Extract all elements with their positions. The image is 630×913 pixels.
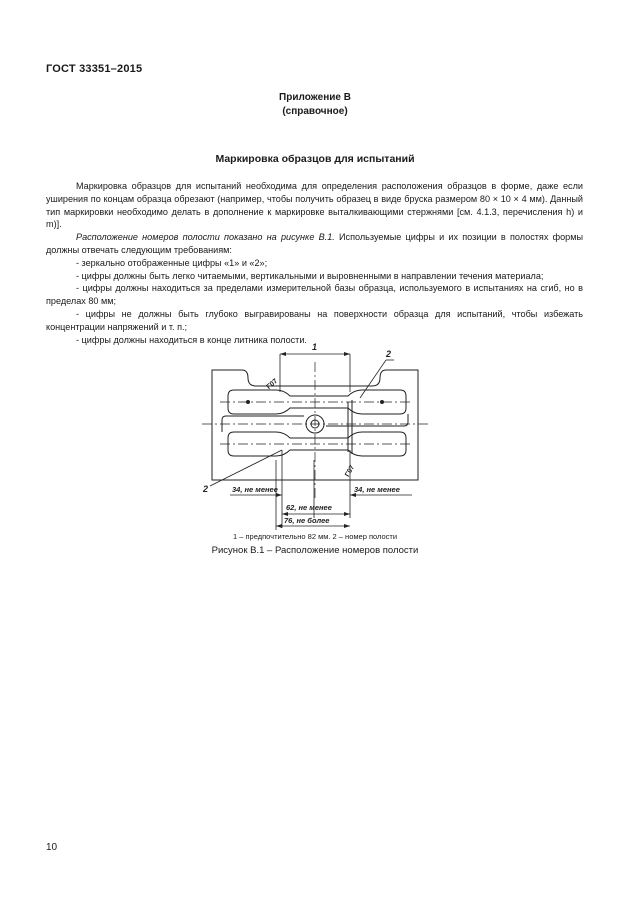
leader-2-top [360, 360, 386, 398]
paragraph-2-rest: Используемые цифры и их позиции в полостях формы должны отвечать следующим требованиям: [46, 232, 583, 255]
leader-2-left [210, 450, 282, 486]
section-title: Маркировка образцов для испытаний [215, 153, 415, 165]
arrowhead [344, 352, 350, 356]
ejector-mark [246, 400, 250, 404]
arrowhead [276, 524, 282, 528]
paragraph-1: Маркировка образцов для испытаний необходима для определения расположения образцов в форме, даже если уширения по концам образца обрезают (например, чтобы получить образец в виде бруска размером 80 × 10 × 4 мм). Данный тип маркировки необходимо делать в дополнение к маркировке выталкивающими стержнями [см. 4.1.3, перечисления h) и m)]. [46, 181, 583, 230]
list-item: - цифры не должны быть глубоко выгравированы на поверхности образца для испытаний, чтобы избежать концентрации напряжений и т. п.; [46, 308, 583, 332]
arrowhead [344, 524, 350, 528]
list-item: - цифры должны находиться в конце литника полости. [76, 334, 307, 345]
arrowhead [344, 512, 350, 516]
figure-cavity-diagram [200, 340, 430, 530]
list-item: - цифры должны находиться за пределами измерительной базы образца, используемого в испытаниях на сгиб, но в пределах 80 мм; [46, 283, 583, 307]
cavity-mark-lower: Γ07 [344, 464, 357, 479]
arrowhead [280, 352, 286, 356]
cavity-mark-upper: Γ07 [265, 377, 280, 391]
dim-bottom-label: 76, не более [284, 516, 330, 525]
callout-1: 1 [312, 342, 318, 352]
figure-reference: Расположение номеров полости показано на рисунке В.1. [76, 232, 335, 243]
figure-caption: Рисунок В.1 – Расположение номеров полости [211, 545, 419, 556]
dim-left-label: 34, не менее [232, 485, 278, 494]
paragraph-2 [46, 231, 583, 257]
list-item: - цифры должны быть легко читаемыми, вертикальными и выровненными в направлении течения материала; [76, 270, 544, 281]
list-item: - зеркально отображенные цифры «1» и «2»; [76, 257, 268, 268]
document-code: ГОСТ 33351–2015 [46, 63, 143, 75]
dim-right-label: 34, не менее [354, 485, 400, 494]
figure-note: 1 – предпочтительно 82 мм. 2 – номер полости [232, 532, 398, 541]
appendix-type: (справочное) [282, 106, 348, 117]
callout-2-top: 2 [386, 349, 392, 359]
dim-mid-label: 62, не менее [286, 503, 332, 512]
ejector-mark [380, 400, 384, 404]
callout-2-left: 2 [203, 484, 209, 494]
appendix-label: Приложение В [279, 92, 351, 103]
body-text [46, 180, 583, 346]
page-number: 10 [46, 842, 58, 853]
